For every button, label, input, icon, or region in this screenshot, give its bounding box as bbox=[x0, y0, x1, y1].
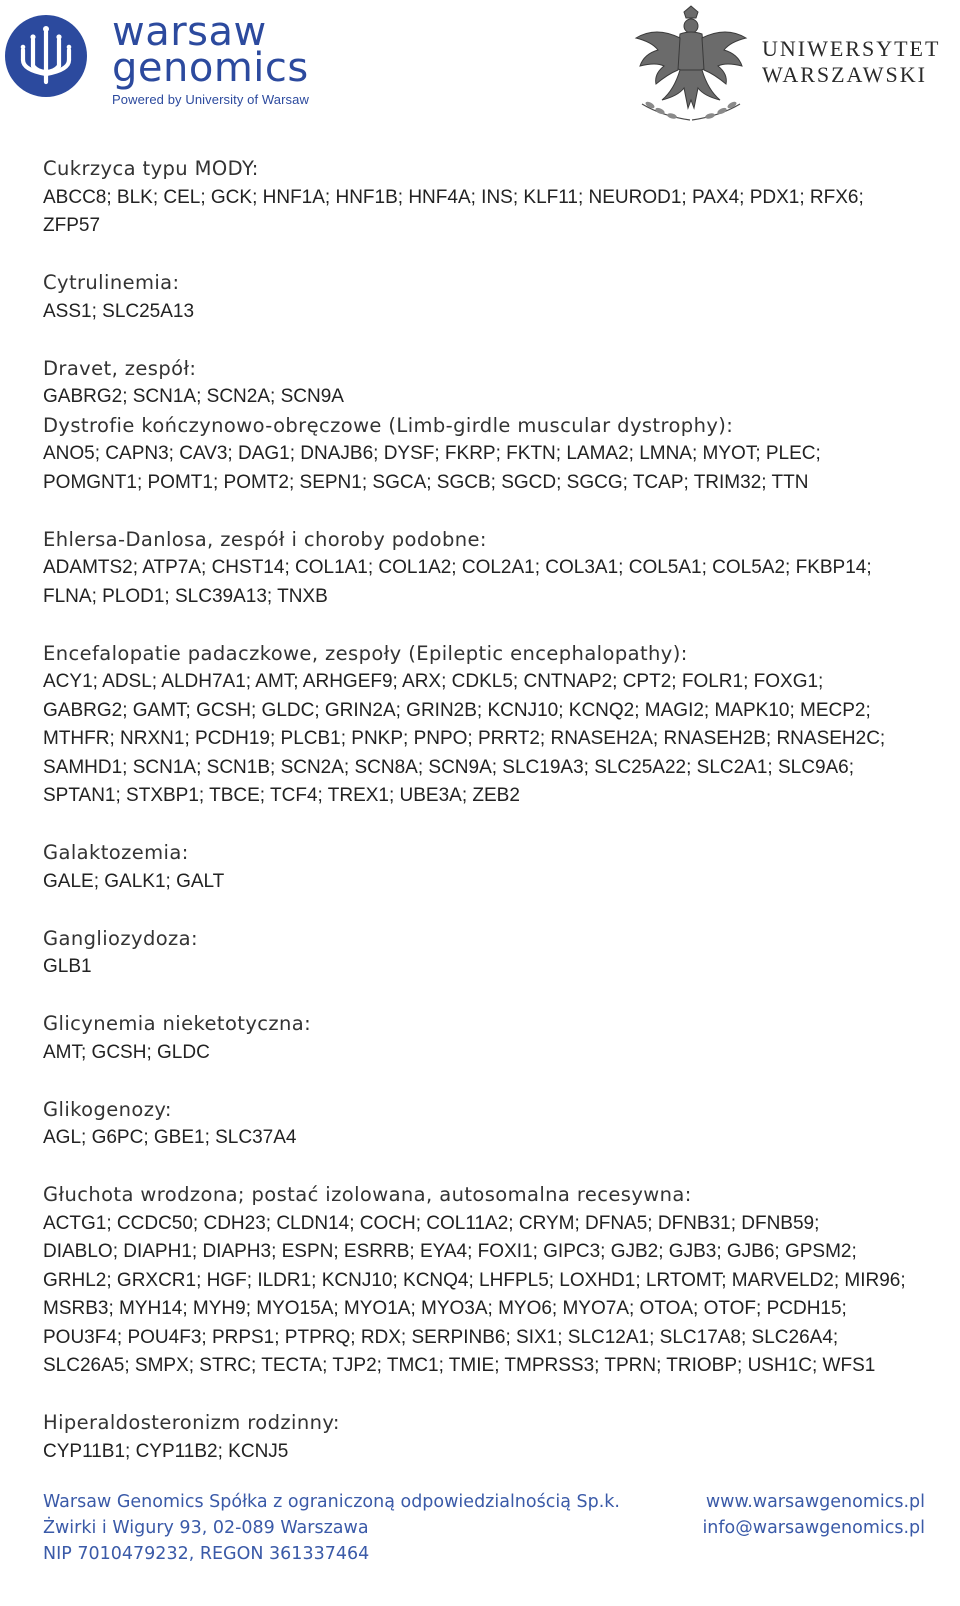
disease-section bbox=[43, 1096, 933, 1182]
gene-panel-list bbox=[43, 155, 933, 1466]
section-spacer bbox=[43, 1067, 933, 1096]
website-link[interactable]: www.warsawgenomics.pl bbox=[705, 1492, 925, 1512]
brand-subtitle: Powered by University of Warsaw bbox=[112, 92, 309, 107]
gene-list-line: AGL; G6PC; GBE1; SLC37A4 bbox=[43, 1127, 297, 1148]
section-title: Cukrzyca typu MODY: bbox=[43, 157, 259, 180]
gene-list-line: ZFP57 bbox=[43, 215, 101, 236]
gene-list-line: SAMHD1; SCN1A; SCN1B; SCN2A; SCN8A; SCN9A; SLC19A3; SLC25A22; SLC2A1; SLC9A6; bbox=[43, 756, 855, 778]
section-title: Hiperaldosteronizm rodzinny: bbox=[43, 1411, 340, 1434]
disease-section bbox=[43, 412, 933, 526]
section-title: Dravet, zespół: bbox=[43, 356, 197, 380]
gene-list-line: ABCC8; BLK; CEL; GCK; HNF1A; HNF1B; HNF4A; INS; KLF11; NEUROD1; PAX4; PDX1; RFX6; bbox=[43, 186, 864, 208]
section-title: Galaktozemia: bbox=[43, 841, 189, 864]
brand-name-line2: genomics bbox=[112, 45, 309, 91]
company-address: Żwirki i Wigury 93, 02-089 Warszawa bbox=[43, 1518, 369, 1538]
gene-list-line: ACY1; ADSL; ALDH7A1; AMT; ARHGEF9; ARX; CDKL5; CNTNAP2; CPT2; FOLR1; FOXG1; bbox=[43, 671, 824, 692]
section-title: Cytrulinemia: bbox=[43, 271, 180, 294]
brand-name-line1: warsaw bbox=[112, 9, 267, 55]
gene-list-line: POU3F4; POU4F3; PRPS1; PTPRQ; RDX; SERPINB6; SIX1; SLC12A1; SLC17A8; SLC26A4; bbox=[43, 1326, 839, 1348]
disease-section bbox=[43, 925, 933, 1011]
gene-list-line: POMGNT1; POMT1; POMT2; SEPN1; SGCA; SGCB; SGCD; SGCG; TCAP; TRIM32; TTN bbox=[43, 471, 809, 493]
gene-list-line: MSRB3; MYH14; MYH9; MYO15A; MYO1A; MYO3A; MYO6; MYO7A; OTOA; OTOF; PCDH15; bbox=[43, 1298, 847, 1319]
disease-section bbox=[43, 269, 933, 355]
disease-section bbox=[43, 640, 933, 840]
company-details bbox=[43, 1489, 620, 1567]
gene-list-line: GABRG2; SCN1A; SCN2A; SCN9A bbox=[43, 386, 344, 407]
gene-list-line: GABRG2; GAMT; GCSH; GLDC; GRIN2A; GRIN2B; KCNJ10; KCNQ2; MAGI2; MAPK10; MECP2; bbox=[43, 699, 871, 721]
section-spacer bbox=[43, 1153, 933, 1182]
section-title: Dystrofie kończynowo-obręczowe (Limb-girdle muscular dystrophy): bbox=[43, 413, 734, 437]
gene-list-line: ANO5; CAPN3; CAV3; DAG1; DNAJB6; DYSF; FKRP; FKTN; LAMA2; LMNA; MYOT; PLEC; bbox=[43, 443, 821, 464]
section-spacer bbox=[43, 611, 933, 640]
section-spacer bbox=[43, 1381, 933, 1410]
section-spacer bbox=[43, 896, 933, 925]
page-header bbox=[0, 0, 960, 135]
gene-list-line: ASS1; SLC25A13 bbox=[43, 300, 195, 322]
gene-list-line: SPTAN1; STXBP1; TBCE; TCF4; TREX1; UBE3A; ZEB2 bbox=[43, 785, 520, 806]
gene-list-line: CYP11B1; CYP11B2; KCNJ5 bbox=[43, 1440, 289, 1462]
section-spacer bbox=[43, 497, 933, 526]
gene-list-line: MTHFR; NRXN1; PCDH19; PLCB1; PNKP; PNPO; PRRT2; RNASEH2A; RNASEH2B; RNASEH2C; bbox=[43, 728, 886, 749]
gene-list-line: DIABLO; DIAPH1; DIAPH3; ESPN; ESRRB; EYA4; FOXI1; GIPC3; GJB2; GJB3; GJB6; GPSM2; bbox=[43, 1241, 857, 1262]
disease-section bbox=[43, 526, 933, 640]
section-spacer bbox=[43, 241, 933, 270]
section-title: Ehlersa-Danlosa, zespół i choroby podobne: bbox=[43, 527, 487, 551]
university-wordmark bbox=[762, 36, 940, 88]
disease-section bbox=[43, 155, 933, 269]
section-title: Glicynemia nieketotyczna: bbox=[43, 1012, 312, 1035]
gene-list-line: FLNA; PLOD1; SLC39A13; TNXB bbox=[43, 585, 328, 607]
company-name: Warsaw Genomics Spółka z ograniczoną odpowiedzialnością Sp.k. bbox=[43, 1492, 620, 1512]
university-name-line2: WARSZAWSKI bbox=[762, 62, 927, 87]
section-spacer bbox=[43, 811, 933, 840]
section-title: Encefalopatie padaczkowe, zespoły (Epileptic encephalopathy): bbox=[43, 641, 688, 665]
disease-section bbox=[43, 1409, 933, 1466]
section-title: Gangliozydoza: bbox=[43, 926, 199, 950]
company-tax-ids: NIP 7010479232, REGON 361337464 bbox=[43, 1544, 370, 1564]
disease-section bbox=[43, 839, 933, 925]
email-link[interactable]: info@warsawgenomics.pl bbox=[702, 1518, 925, 1538]
disease-section bbox=[43, 355, 933, 412]
gene-list-line: GRHL2; GRXCR1; HGF; ILDR1; KCNJ10; KCNQ4; LHFPL5; LOXHD1; LRTOMT; MARVELD2; MIR96; bbox=[43, 1269, 906, 1291]
section-title: Głuchota wrodzona; postać izolowana, autosomalna recesywna: bbox=[43, 1183, 692, 1206]
disease-section bbox=[43, 1181, 933, 1409]
section-spacer bbox=[43, 326, 933, 355]
gene-list-line: ACTG1; CCDC50; CDH23; CLDN14; COCH; COL11A2; CRYM; DFNA5; DFNB31; DFNB59; bbox=[43, 1212, 820, 1234]
gene-list-line: AMT; GCSH; GLDC bbox=[43, 1041, 210, 1063]
company-contact bbox=[702, 1489, 925, 1541]
dna-tree-logo-icon bbox=[4, 14, 88, 102]
disease-section bbox=[43, 1010, 933, 1096]
section-title: Glikogenozy: bbox=[43, 1097, 172, 1121]
section-spacer bbox=[43, 982, 933, 1011]
gene-list-line: GALE; GALK1; GALT bbox=[43, 870, 225, 892]
gene-list-line: ADAMTS2; ATP7A; CHST14; COL1A1; COL1A2; COL2A1; COL3A1; COL5A1; COL5A2; FKBP14; bbox=[43, 557, 872, 578]
gene-list-line: SLC26A5; SMPX; STRC; TECTA; TJP2; TMC1; TMIE; TMPRSS3; TPRN; TRIOBP; USH1C; WFS1 bbox=[43, 1355, 876, 1376]
university-name-line1: UNIWERSYTET bbox=[762, 36, 941, 61]
eagle-emblem-icon bbox=[632, 4, 750, 130]
gene-list-line: GLB1 bbox=[43, 956, 92, 977]
brand-wordmark bbox=[112, 9, 309, 107]
